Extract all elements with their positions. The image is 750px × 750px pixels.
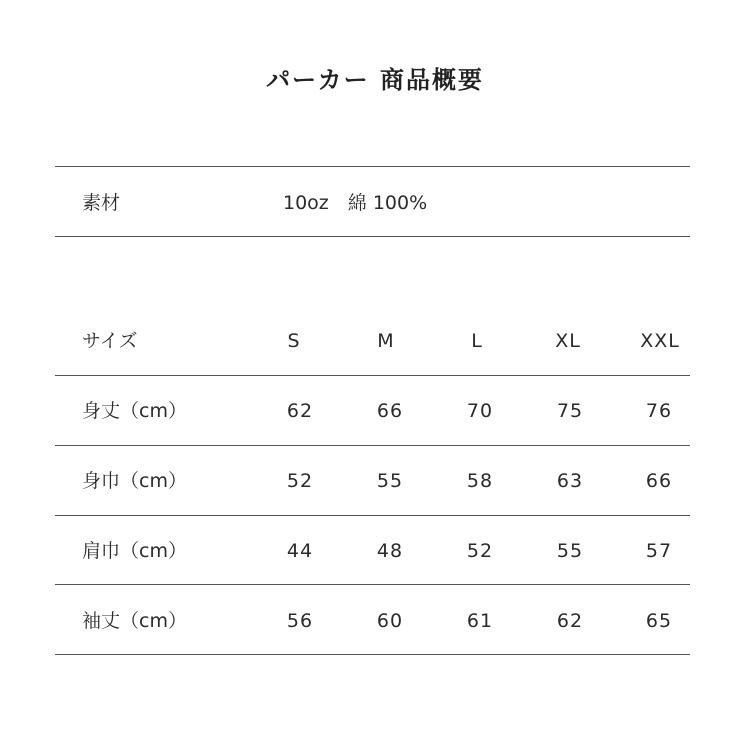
row-label-length: 身丈（cm） xyxy=(82,400,187,422)
divider xyxy=(55,515,690,516)
table-cell: 60 xyxy=(376,610,404,632)
table-cell: 52 xyxy=(286,470,314,492)
divider xyxy=(55,236,690,237)
table-cell: 56 xyxy=(286,610,314,632)
page-title: パーカー 商品概要 xyxy=(266,66,484,94)
table-cell: 63 xyxy=(556,470,584,492)
table-cell: 65 xyxy=(645,610,673,632)
row-label-sleeve-length: 袖丈（cm） xyxy=(82,610,187,632)
material-value: 10oz 綿 100% xyxy=(283,192,428,214)
divider xyxy=(55,375,690,376)
table-cell: 52 xyxy=(466,540,494,562)
table-cell: 62 xyxy=(286,400,314,422)
table-cell: 66 xyxy=(645,470,673,492)
table-cell: 48 xyxy=(376,540,404,562)
table-cell: 55 xyxy=(376,470,404,492)
size-header-s: S xyxy=(287,330,301,352)
size-header-xxl: XXL xyxy=(640,330,680,352)
material-label: 素材 xyxy=(82,192,121,214)
table-cell: 44 xyxy=(286,540,314,562)
table-cell: 55 xyxy=(556,540,584,562)
size-header-label: サイズ xyxy=(82,330,138,352)
table-cell: 61 xyxy=(466,610,494,632)
row-label-shoulder-width: 肩巾（cm） xyxy=(82,540,187,562)
table-cell: 76 xyxy=(645,400,673,422)
table-cell: 57 xyxy=(645,540,673,562)
table-cell: 58 xyxy=(466,470,494,492)
divider xyxy=(55,654,690,655)
divider xyxy=(55,166,690,167)
divider xyxy=(55,445,690,446)
divider xyxy=(55,584,690,585)
table-cell: 70 xyxy=(466,400,494,422)
size-header-m: M xyxy=(377,330,395,352)
table-cell: 75 xyxy=(556,400,584,422)
table-cell: 62 xyxy=(556,610,584,632)
size-header-l: L xyxy=(471,330,483,352)
row-label-body-width: 身巾（cm） xyxy=(82,470,187,492)
size-header-xl: XL xyxy=(555,330,581,352)
table-cell: 66 xyxy=(376,400,404,422)
